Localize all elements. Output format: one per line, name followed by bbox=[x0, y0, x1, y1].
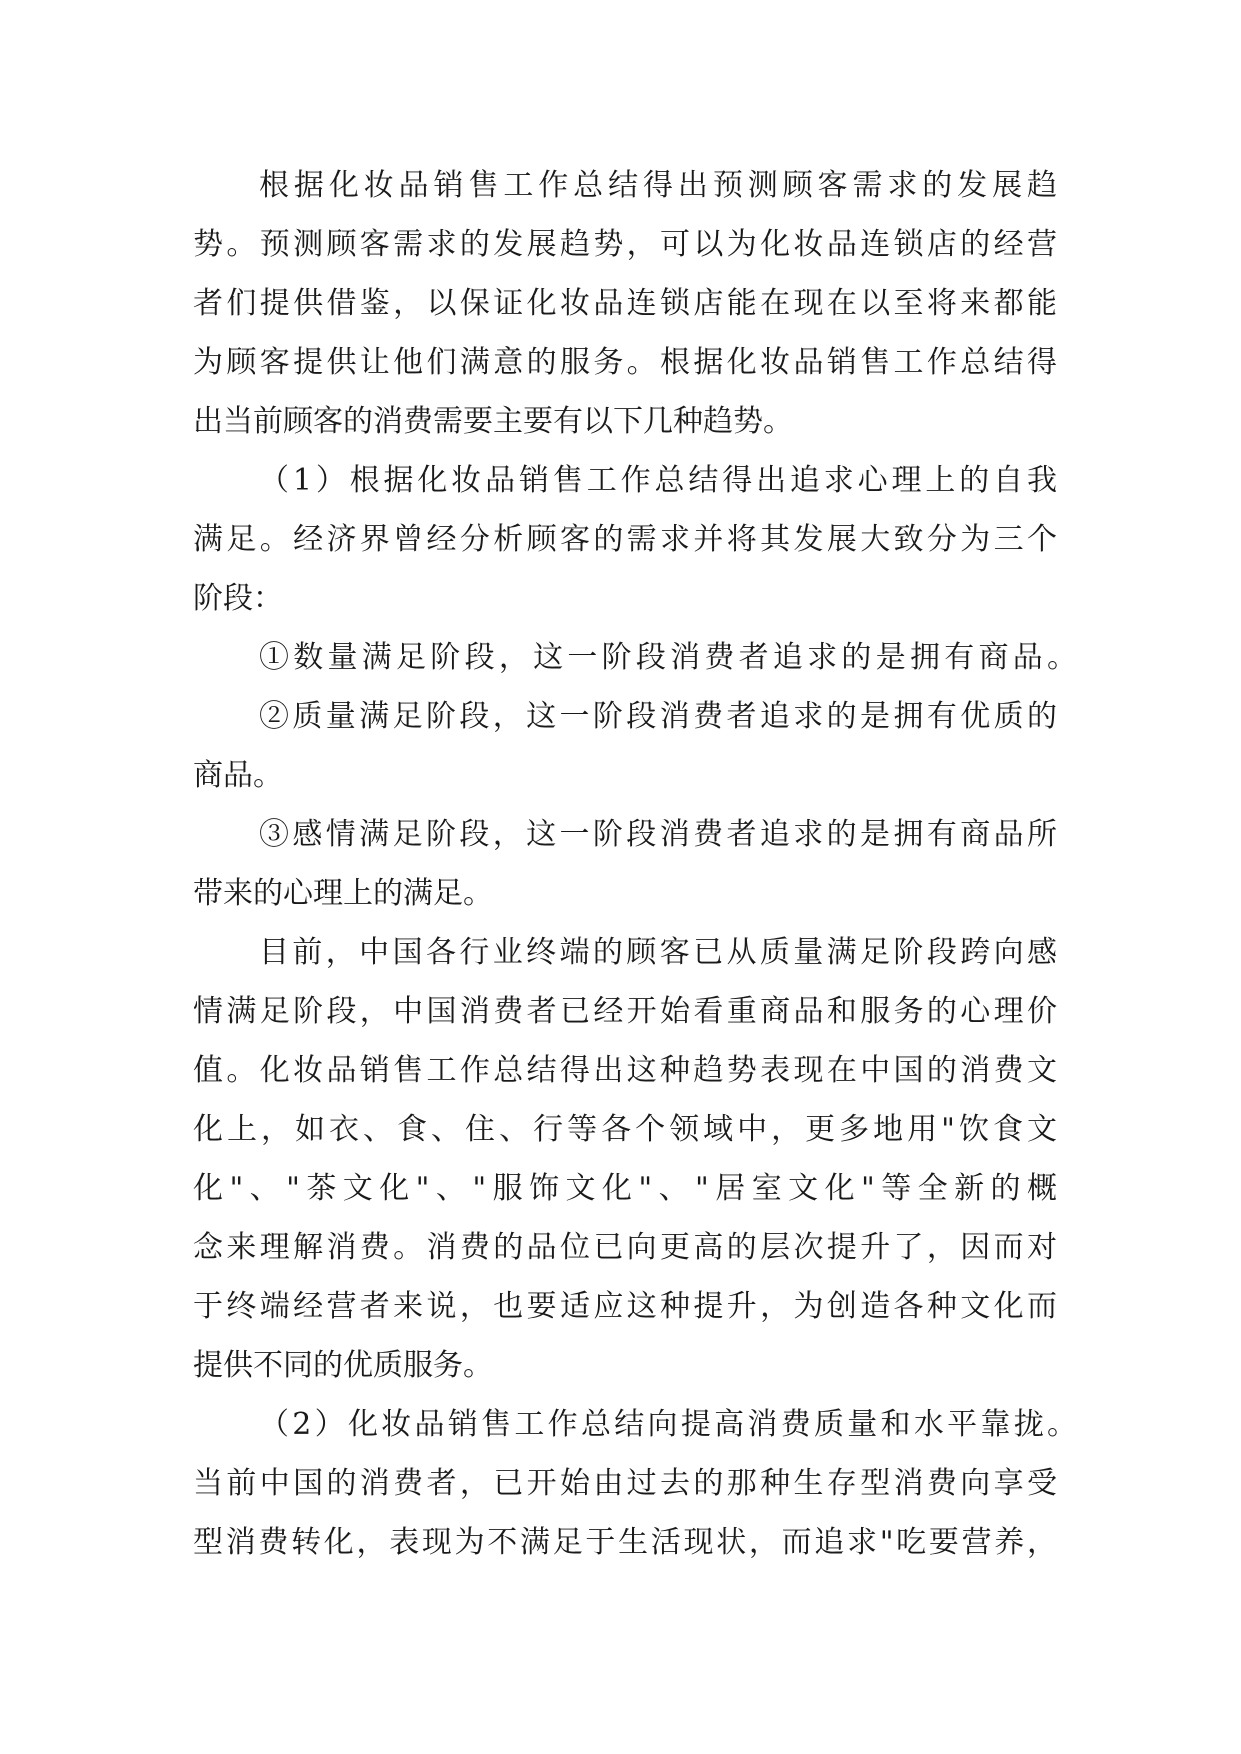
document-body bbox=[193, 156, 1077, 1572]
text-line: 阶段： bbox=[193, 581, 283, 616]
text-line: 念来理解消费。消费的品位已向更高的层次提升了，因而对 bbox=[193, 1230, 1057, 1265]
text-line: 者们提供借鉴，以保证化妆品连锁店能在现在以至将来都能 bbox=[193, 286, 1057, 321]
text-line: 当前中国的消费者，已开始由过去的那种生存型消费向享受 bbox=[193, 1466, 1057, 1501]
paragraph bbox=[193, 1395, 1077, 1572]
text-line: 为顾客提供让他们满意的服务。根据化妆品销售工作总结得 bbox=[193, 345, 1057, 380]
text-line: ②质量满足阶段，这一阶段消费者追求的是拥有优质的 bbox=[259, 699, 1057, 734]
text-line: 势。预测顾客需求的发展趋势，可以为化妆品连锁店的经营 bbox=[193, 227, 1057, 262]
paragraph bbox=[193, 156, 1057, 451]
text-line: ③感情满足阶段，这一阶段消费者追求的是拥有商品所 bbox=[259, 817, 1057, 852]
paragraph bbox=[193, 451, 1057, 628]
text-line: 情满足阶段，中国消费者已经开始看重商品和服务的心理价 bbox=[193, 994, 1057, 1029]
text-line: 型消费转化，表现为不满足于生活现状，而追求"吃要营养， bbox=[193, 1525, 1057, 1560]
text-line: 带来的心理上的满足。 bbox=[193, 876, 493, 911]
text-line: 提供不同的优质服务。 bbox=[193, 1348, 493, 1383]
text-line: 满足。经济界曾经分析顾客的需求并将其发展大致分为三个 bbox=[193, 522, 1057, 557]
text-line: 值。化妆品销售工作总结得出这种趋势表现在中国的消费文 bbox=[193, 1053, 1057, 1088]
text-line: 目前，中国各行业终端的顾客已从质量满足阶段跨向感 bbox=[259, 935, 1057, 970]
text-line: 化上，如衣、食、住、行等各个领域中，更多地用"饮食文 bbox=[193, 1112, 1057, 1147]
text-line: 商品。 bbox=[193, 758, 283, 793]
text-line: 根据化妆品销售工作总结得出预测顾客需求的发展趋 bbox=[259, 168, 1057, 203]
paragraph bbox=[193, 923, 1057, 1395]
text-line: （2）化妆品销售工作总结向提高消费质量和水平靠拢。 bbox=[259, 1407, 1077, 1442]
text-line: 于终端经营者来说，也要适应这种提升，为创造各种文化而 bbox=[193, 1289, 1057, 1324]
text-line: 出当前顾客的消费需要主要有以下几种趋势。 bbox=[193, 404, 793, 439]
text-line: 化"、"茶文化"、"服饰文化"、"居室文化"等全新的概 bbox=[193, 1171, 1057, 1206]
list-item bbox=[193, 687, 1057, 805]
list-item bbox=[193, 805, 1057, 923]
text-line: ①数量满足阶段，这一阶段消费者追求的是拥有商品。 bbox=[259, 640, 1077, 675]
list-item bbox=[193, 628, 1077, 687]
text-line: （1）根据化妆品销售工作总结得出追求心理上的自我 bbox=[259, 463, 1057, 498]
